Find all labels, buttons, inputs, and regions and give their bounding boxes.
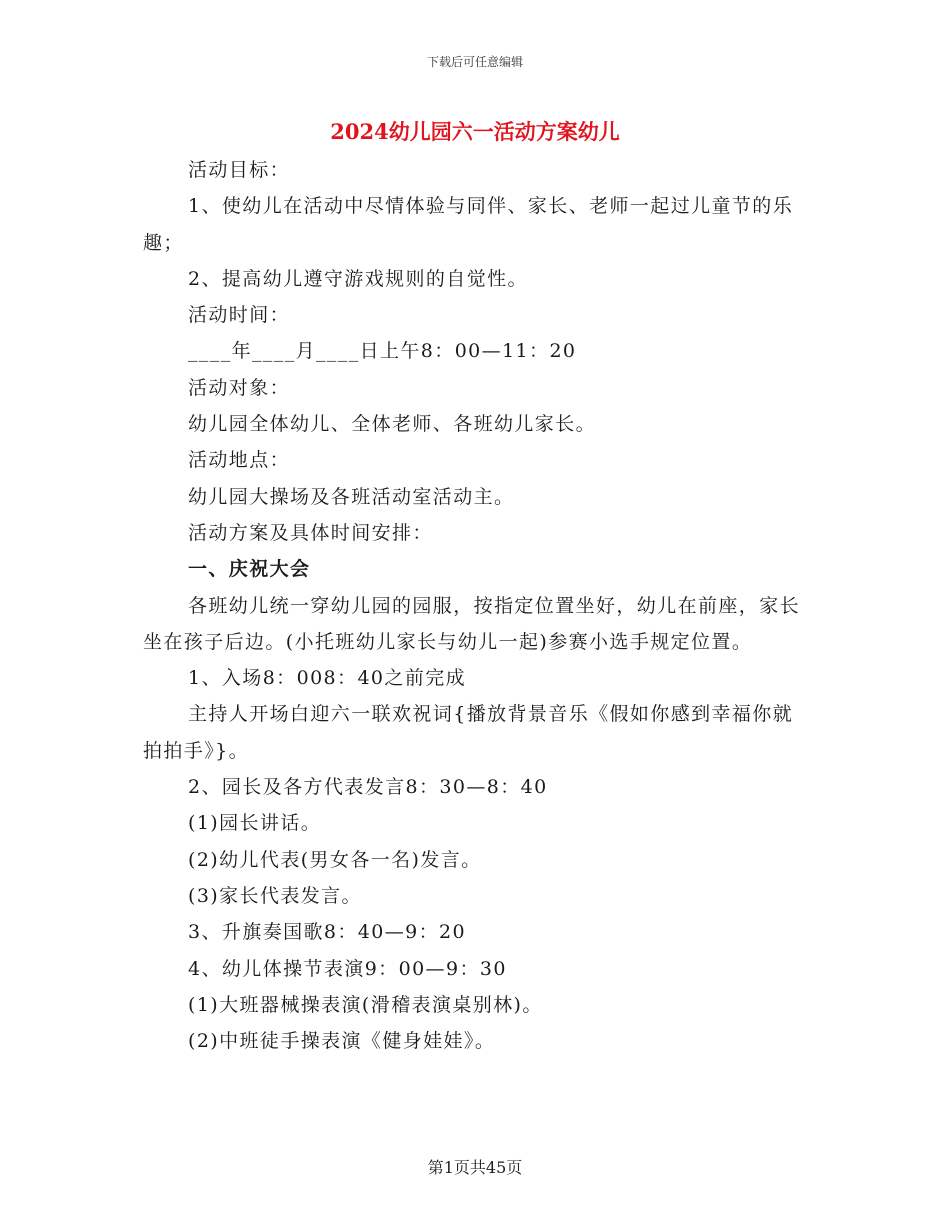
body-paragraph: 1、入场8：008：40之前完成 <box>188 667 467 690</box>
page-header: 下载后可任意编辑 <box>426 55 523 69</box>
body-paragraph: 活动对象： <box>188 376 291 399</box>
section-heading: 一、庆祝大会 <box>188 558 311 581</box>
body-paragraph: (1)园长讲话。 <box>188 812 322 835</box>
body-paragraph: 活动目标： <box>188 159 291 181</box>
body-paragraph: 主持人开场白迎六一联欢祝词{播放背景音乐《假如你感到幸福你就拍拍手》}。 <box>143 703 794 762</box>
body-paragraph: (2)中班徒手操表演《健身娃娃》。 <box>188 1030 496 1053</box>
body-paragraph: 幼儿园全体幼儿、全体老师、各班幼儿家长。 <box>188 413 597 436</box>
body-paragraph: 幼儿园大操场及各班活动室活动主。 <box>188 485 515 508</box>
page-footer: 第1页共45页 <box>427 1158 523 1177</box>
body-paragraph: 各班幼儿统一穿幼儿园的园服，按指定位置坐好，幼儿在前座，家长坐在孩子后边。(小托班幼儿家长与幼儿一起)参赛小选手规定位置。 <box>143 594 801 653</box>
body-paragraph: 活动时间： <box>188 304 291 327</box>
body-paragraph: 2、园长及各方代表发言8：30—8：40 <box>188 776 548 799</box>
document-title: 2024幼儿园六一活动方案幼儿 <box>330 119 620 144</box>
body-paragraph: 3、升旗奏国歌8：40—9：20 <box>188 921 467 944</box>
body-paragraph: 活动方案及具体时间安排： <box>188 521 433 544</box>
document-body <box>143 152 809 1059</box>
body-paragraph: 1、使幼儿在活动中尽情体验与同伴、家长、老师一起过儿童节的乐趣； <box>143 195 794 254</box>
body-paragraph: 活动地点： <box>188 449 291 472</box>
body-paragraph: 4、幼儿体操节表演9：00—9：30 <box>188 957 507 980</box>
body-paragraph: ____年____月____日上午8：00—11：20 <box>188 340 577 363</box>
body-paragraph: 2、提高幼儿遵守游戏规则的自觉性。 <box>188 267 528 290</box>
body-paragraph: (2)幼儿代表(男女各一名)发言。 <box>188 848 482 871</box>
body-paragraph: (1)大班器械操表演(滑稽表演桌别林)。 <box>188 993 543 1016</box>
body-paragraph: (3)家长代表发言。 <box>188 884 362 907</box>
